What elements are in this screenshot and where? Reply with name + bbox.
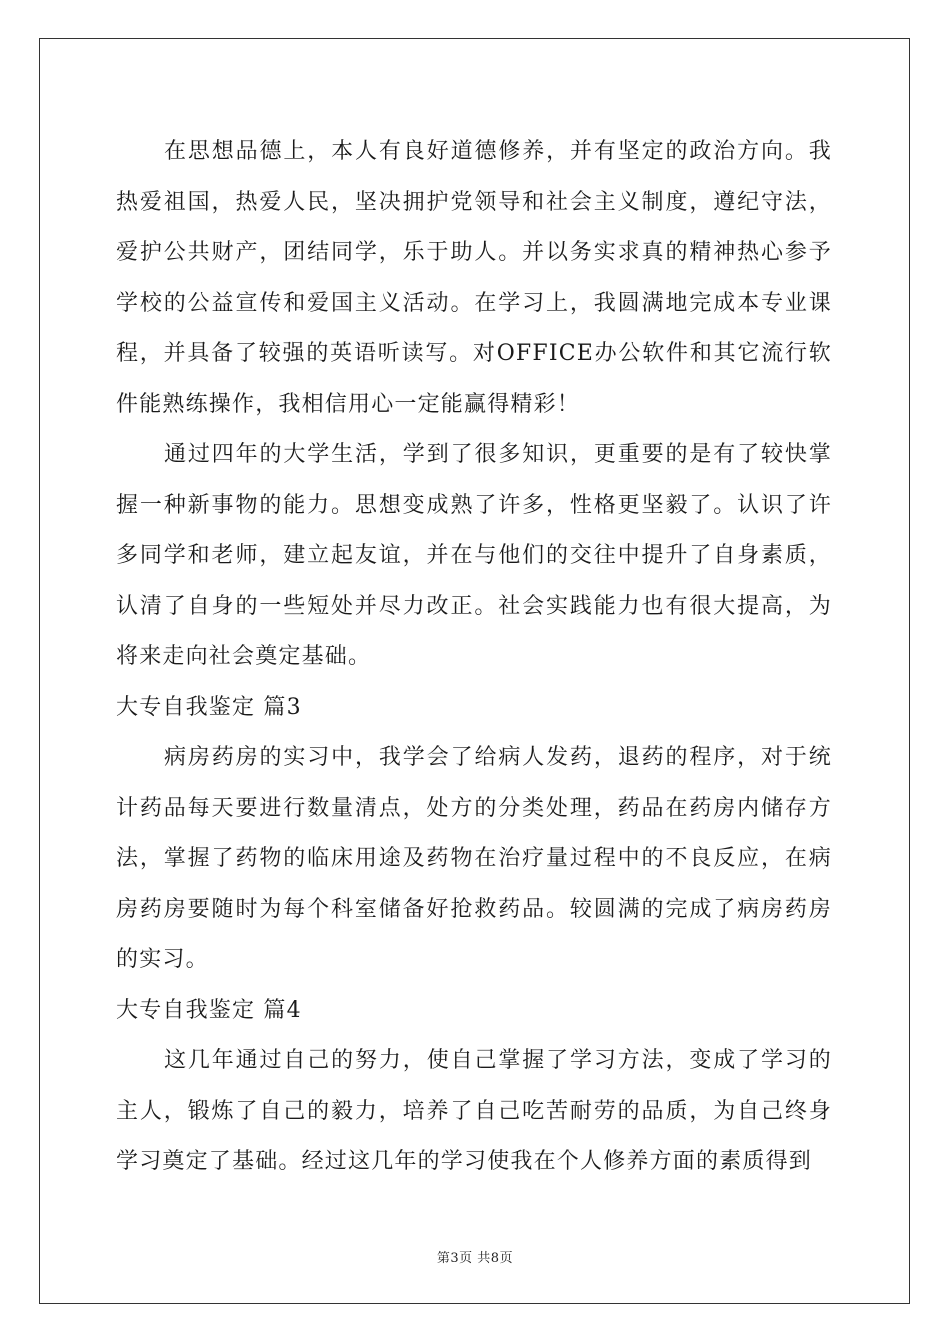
document-body bbox=[116, 127, 832, 1188]
paragraph-self-study: 这几年通过自己的努力，使自己掌握了学习方法，变成了学习的主人，锻炼了自己的毅力，培养了自己吃苦耐劳的品质，为自己终身学习奠定了基础。经过这几年的学习使我在个人修养方面的素质得到 bbox=[116, 1048, 832, 1174]
section-heading-4: 大专自我鉴定 篇4 bbox=[116, 997, 302, 1023]
page-number-footer: 第3页 共8页 bbox=[436, 1251, 514, 1266]
section-heading-3: 大专自我鉴定 篇3 bbox=[116, 694, 302, 720]
paragraph-pharmacy-internship: 病房药房的实习中，我学会了给病人发药，退药的程序，对于统计药品每天要进行数量清点，处方的分类处理，药品在药房内储存方法，掌握了药物的临床用途及药物在治疗量过程中的不良反应，在病房药房要随时为每个科室储备好抢救药品。较圆满的完成了病房药房的实习。 bbox=[116, 745, 832, 972]
paragraph-moral-character: 在思想品德上，本人有良好道德修养，并有坚定的政治方向。我热爱祖国，热爱人民，坚决拥护党领导和社会主义制度，遵纪守法，爱护公共财产，团结同学，乐于助人。并以务实求真的精神热心参予学校的公益宣传和爱国主义活动。在学习上，我圆满地完成本专业课程，并具备了较强的英语听读写。对OFFICE办公软件和其它流行软件能熟练操作，我相信用心一定能赢得精彩！ bbox=[116, 139, 832, 417]
paragraph-university-life: 通过四年的大学生活，学到了很多知识，更重要的是有了较快掌握一种新事物的能力。思想变成熟了许多，性格更坚毅了。认识了许多同学和老师，建立起友谊，并在与他们的交往中提升了自身素质，认清了自身的一些短处并尽力改正。社会实践能力也有很大提高，为将来走向社会奠定基础。 bbox=[116, 442, 832, 669]
